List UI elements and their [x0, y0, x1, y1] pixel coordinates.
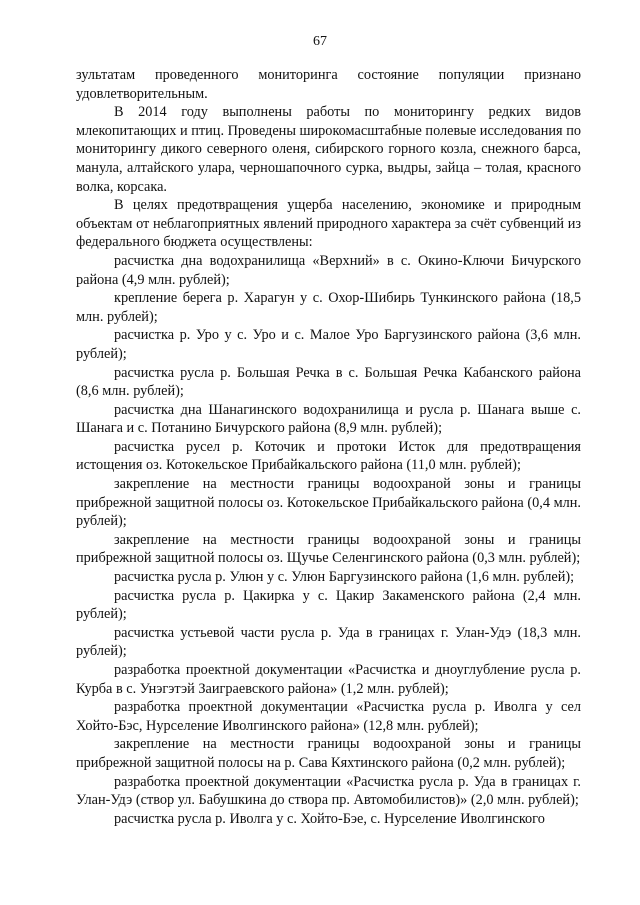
list-item-7: расчистка дна Шанагинского водохранилища и русла р. Шанага выше с. Шанага и с. Потанино Бичурского района (8,9 млн. рублей);	[76, 401, 581, 437]
paragraph-0: зультатам проведенного мониторинга состояние популяции признано удовлетворительным.	[76, 67, 581, 102]
list-item-13: расчистка устьевой части русла р. Уда в границах г. Улан-Удэ (18,3 млн. рублей);	[76, 624, 581, 660]
list-item-9: закрепление на местности границы водоохраной зоны и границы прибрежной защитной полосы оз. Котокельское Прибайкальского района (0,4 млн. рублей);	[76, 476, 581, 530]
body-text	[76, 66, 581, 828]
list-item-6: расчистка русла р. Большая Речка в с. Большая Речка Кабанского района (8,6 млн. рублей);	[76, 364, 581, 400]
list-item-14: разработка проектной документации «Расчистка и дноуглубление русла р. Курба в с. Унэгэтэй Заиграевского района» (1,2 млн. рублей);	[76, 662, 581, 697]
list-item-8: расчистка русел р. Коточик и протоки Исток для предотвращения истощения оз. Котокельское Прибайкальского района (11,0 млн. рублей);	[76, 438, 581, 474]
list-item-17: разработка проектной документации «Расчистка русла р. Уда в границах г. Улан-Удэ (створ ул. Бабушкина до створа пр. Автомобилистов)» (2,0 млн. рублей);	[76, 773, 581, 809]
page-number: 67	[313, 34, 327, 49]
list-item-12: расчистка русла р. Цакирка у с. Цакир Закаменского района (2,4 млн. рублей);	[76, 587, 581, 623]
list-item-15: разработка проектной документации «Расчистка русла р. Иволга у сел Хойто-Бэс, Нурселение Иволгинского района» (12,8 млн. рублей);	[76, 699, 581, 734]
list-item-4: крепление берега р. Харагун у с. Охор-Шибирь Тункинского района (18,5 млн. рублей);	[76, 290, 581, 325]
list-item-5: расчистка р. Уро у с. Уро и с. Малое Уро Баргузинского района (3,6 млн. рублей);	[76, 327, 581, 362]
paragraph-1: В 2014 году выполнены работы по мониторингу редких видов млекопитающих и птиц. Проведены широкомасштабные полевые исследования по мониторингу дикого северного оленя, сибирского горного козла, снежного барса, манула, алтайского улара, черношапочного сурка, выдры, зайца – толая, красного волка, корсака.	[76, 104, 582, 195]
list-item-11: расчистка русла р. Улюн у с. Улюн Баргузинского района (1,6 млн. рублей);	[114, 569, 575, 586]
list-item-3: расчистка дна водохранилища «Верхний» в с. Окино-Ключи Бичурского района (4,9 млн. рублей);	[76, 252, 581, 288]
paragraph-2: В целях предотвращения ущерба населению, экономике и природным объектам от неблагоприятных явлений природного характера за счёт субвенций из федерального бюджета осуществлены:	[76, 197, 581, 251]
list-item-16: закрепление на местности границы водоохраной зоны и границы прибрежной защитной полосы на р. Сава Кяхтинского района (0,2 млн. рублей);	[76, 736, 581, 771]
list-item-10: закрепление на местности границы водоохраной зоны и границы прибрежной защитной полосы оз. Щучье Селенгинского района (0,3 млн. рублей);	[76, 531, 581, 567]
list-item-18: расчистка русла р. Иволга у с. Хойто-Бэе, с. Нурселение Иволгинского	[114, 810, 545, 827]
